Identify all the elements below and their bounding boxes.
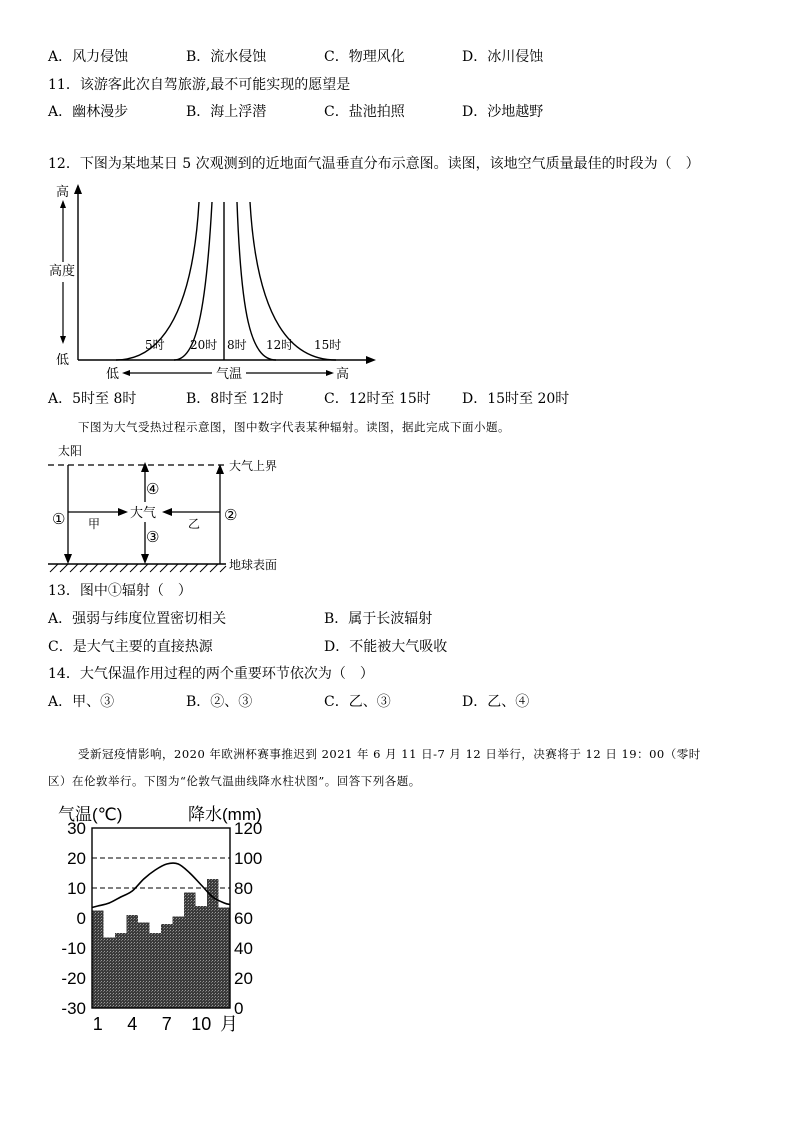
earth-surface-label: 地球表面 [229,558,278,572]
precip-tick-5: 20 [234,969,253,988]
curve-label-5h: 5时 [145,338,165,352]
temp-tick-5: -20 [61,969,86,988]
month-tick-4: 4 [127,1014,138,1034]
london-climate-chart [50,798,290,1040]
precip-axis-title: 降水(mm) [188,805,262,824]
atmosphere-label: 大气 [130,506,157,521]
precip-bar-8 [173,917,185,1009]
y-axis-high: 高 [56,185,70,200]
heat-intro: 下图为大气受热过程示意图，图中数字代表某种辐射。读图，据此完成下面小题。 [78,420,510,434]
precip-bar-12 [219,908,231,1009]
q13-option-c: C．是大气主要的直接热源 [48,639,213,655]
temp-tick-4: -10 [61,939,86,958]
q11-option-a: A．幽林漫步 [48,104,129,120]
radiation-2: ② [224,506,238,524]
temperature-profile-figure [44,182,384,382]
curve-label-8h: 8时 [227,338,247,352]
temp-tick-6: -30 [61,999,86,1018]
q13-stem: 13．图中①辐射（ ） [48,583,192,599]
precip-tick-6: 0 [234,999,244,1018]
month-tick-7: 7 [161,1014,172,1034]
precip-bar-3 [115,933,127,1008]
q10-option-b: B．流水侵蚀 [186,49,267,65]
q14-option-d: D．乙、④ [462,694,530,710]
month-tick-1: 1 [92,1014,103,1034]
temp-tick-3: 0 [76,909,86,928]
x-axis-low: 低 [106,367,120,382]
curve-label-15h: 15时 [314,338,342,352]
precip-bar-7 [161,924,173,1008]
curve-label-12h: 12时 [266,338,294,352]
temp-tick-1: 20 [67,849,86,868]
radiation-3: ③ [146,528,160,546]
precip-tick-3: 60 [234,909,253,928]
q12-option-c: C．12时至 15时 [324,391,431,407]
q14-option-b: B．②、③ [186,694,253,710]
q14-stem: 14．大气保温作用过程的两个重要环节依次为（ ） [48,666,374,682]
atmosphere-top-label: 大气上界 [229,459,278,473]
q12-option-b: B．8时至 12时 [186,391,284,407]
y-axis-low: 低 [56,353,70,368]
precip-tick-0: 120 [234,819,263,838]
q11-option-d: D．沙地越野 [462,104,544,120]
precip-bar-1 [92,911,104,1009]
q14-option-c: C．乙、③ [324,694,391,710]
q10-option-d: D．冰川侵蚀 [462,49,544,65]
q13-option-a: A．强弱与纬度位置密切相关 [48,611,227,627]
x-axis-high: 高 [336,367,350,382]
q10-option-a: A．风力侵蚀 [48,49,129,65]
q10-option-c: C．物理风化 [324,49,405,65]
x-axis-label: 气温 [216,367,243,382]
temp-tick-0: 30 [67,819,86,838]
process-jia: 甲 [88,517,101,531]
q13-option-d: D．不能被大气吸收 [324,639,448,655]
precip-tick-1: 100 [234,849,263,868]
q12-stem: 12．下图为某地某日 5 次观测到的近地面气温垂直分布示意图。读图，该地空气质量最佳的时段为（ ） [48,156,700,172]
precip-tick-4: 40 [234,939,253,958]
q11-option-b: B．海上浮潜 [186,104,267,120]
precip-bar-4 [127,915,139,1008]
radiation-1: ① [52,510,66,528]
process-yi: 乙 [188,517,201,531]
q14-option-a: A．甲、③ [48,694,115,710]
precip-bar-2 [104,938,116,1009]
q12-option-a: A．5时至 8时 [48,391,137,407]
atmospheric-heating-figure [44,440,314,575]
temp-tick-2: 10 [67,879,86,898]
curve-label-20h: 20时 [190,338,218,352]
precip-bar-9 [184,893,196,1009]
precip-tick-2: 80 [234,879,253,898]
month-tick-10: 10 [191,1014,212,1034]
precip-bar-6 [150,933,162,1008]
london-intro-line1: 受新冠疫情影响，2020 年欧洲杯赛事推迟到 2021 年 6 月 11 日-7 月 12 日举行，决赛将于 12 日 19：00（零时 [78,747,701,761]
q11-option-c: C．盐池拍照 [324,104,405,120]
precip-bar-5 [138,923,150,1009]
london-intro-line2: 区）在伦敦举行。下图为“伦敦气温曲线降水柱状图”。回答下列各题。 [48,774,421,788]
precip-bar-11 [207,879,219,1008]
q13-option-b: B．属于长波辐射 [324,611,433,627]
y-axis-label: 高度 [49,264,76,279]
precip-bar-10 [196,906,208,1008]
temp-axis-title: 气温(℃) [58,805,123,824]
q12-option-d: D．15时至 20时 [462,391,570,407]
q11-stem: 11．该游客此次自驾旅游,最不可能实现的愿望是 [48,77,351,93]
sun-label: 太阳 [58,444,83,458]
x-axis-unit: 月 [220,1014,238,1034]
radiation-4: ④ [146,480,160,498]
